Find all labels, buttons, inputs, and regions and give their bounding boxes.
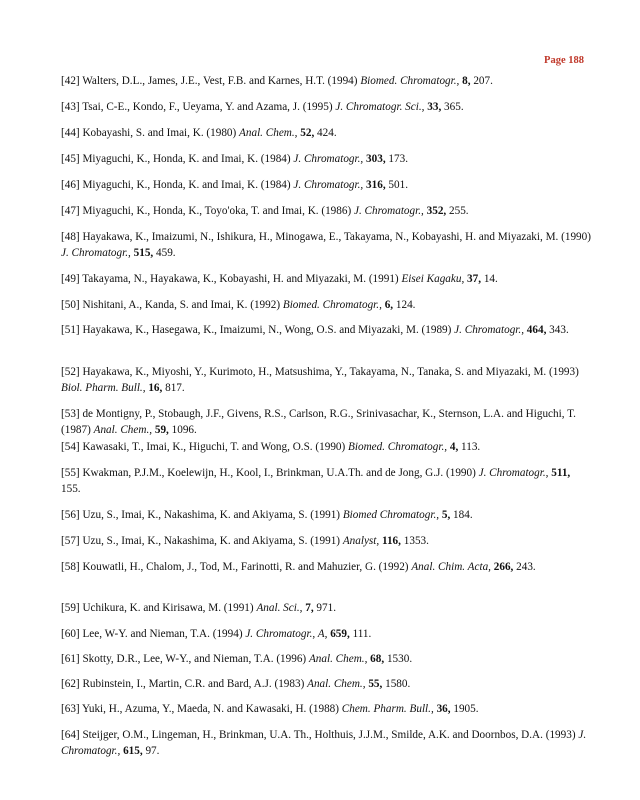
reference-item <box>61 323 591 339</box>
reference-number: [45] <box>61 153 80 165</box>
reference-journal: J. Chromatogr., <box>293 153 364 165</box>
reference-pages: 111. <box>352 628 372 640</box>
reference-item <box>61 74 591 90</box>
reference-pages: 365. <box>444 101 464 113</box>
reference-pages: 155. <box>61 482 81 495</box>
reference-volume: 316, <box>366 179 386 191</box>
reference-pages: 243. <box>516 561 536 573</box>
reference-pages: 14. <box>483 273 498 285</box>
reference-item <box>61 272 591 288</box>
reference-volume: 55, <box>368 678 383 690</box>
reference-volume: 5, <box>441 509 451 521</box>
reference-number: [61] <box>61 653 80 665</box>
reference-volume: 36, <box>436 703 451 715</box>
reference-volume: 266, <box>493 561 514 573</box>
reference-journal: J. Chromatogr., <box>293 179 364 191</box>
reference-item <box>61 534 591 550</box>
reference-pages: 501. <box>388 179 408 191</box>
reference-journal: J. Chromatogr., <box>454 324 524 336</box>
reference-authors: Uzu, S., Imai, K., Nakashima, K. and Akiyama, S. (1991) <box>82 509 341 521</box>
reference-number: [44] <box>61 127 80 139</box>
reference-item <box>61 126 591 142</box>
reference-authors: Miyaguchi, K., Honda, K. and Imai, K. (1984) <box>82 179 291 191</box>
reference-pages: 343. <box>549 324 569 336</box>
reference-pages: 971. <box>316 602 336 614</box>
reference-authors: Kwakman, P.J.M., Koelewijn, H., Kool, I., Brinkman, U.A.Th. and de Jong, G.J. (1990) <box>82 467 476 479</box>
reference-pages: 207. <box>473 75 493 87</box>
reference-item <box>61 178 591 194</box>
reference-authors: Skotty, D.R., Lee, W-Y., and Nieman, T.A. (1996) <box>82 653 307 665</box>
reference-pages: 255. <box>449 205 469 217</box>
reference-journal: J. Chromatogr., <box>354 205 424 217</box>
reference-number: [43] <box>61 101 80 113</box>
reference-pages: 173. <box>388 153 408 165</box>
page-number: Page 188 <box>544 55 584 66</box>
reference-volume: 6, <box>384 299 394 311</box>
reference-pages: 1530. <box>386 653 413 665</box>
reference-number: [53] <box>61 408 80 420</box>
reference-volume: 352, <box>426 205 447 217</box>
reference-number: [57] <box>61 535 80 547</box>
reference-number: [49] <box>61 273 80 285</box>
reference-pages: 459. <box>156 246 176 259</box>
reference-number: [55] <box>61 467 80 479</box>
reference-volume: 7, <box>305 602 314 614</box>
reference-item <box>61 627 591 643</box>
reference-volume: 68, <box>370 653 385 665</box>
reference-item <box>61 466 591 497</box>
reference-authors: Lee, W-Y. and Nieman, T.A. (1994) <box>82 628 243 640</box>
reference-pages: 1096. <box>171 423 197 436</box>
reference-journal: Anal. Chem., <box>307 678 366 690</box>
reference-authors: Tsai, C-E., Kondo, F., Ueyama, Y. and Azama, J. (1995) <box>82 101 333 113</box>
reference-item <box>61 204 591 220</box>
reference-item <box>61 728 591 759</box>
reference-volume: 464, <box>526 324 547 336</box>
reference-volume: 659, <box>330 628 350 640</box>
reference-authors: Miyaguchi, K., Honda, K., Toyo'oka, T. and Imai, K. (1986) <box>82 205 352 217</box>
reference-journal: Biomed Chromatogr., <box>342 509 440 521</box>
reference-item <box>61 298 591 314</box>
reference-number: [54] <box>61 441 80 453</box>
reference-volume: 615, <box>123 744 143 757</box>
reference-volume: 116, <box>381 535 401 547</box>
reference-number: [60] <box>61 628 80 640</box>
reference-authors: Hayakawa, K., Hasegawa, K., Imaizumi, N., Wong, O.S. and Miyazaki, M. (1989) <box>82 324 452 336</box>
reference-journal: Biomed. Chromatogr., <box>360 75 460 87</box>
reference-journal: Anal. Chem., <box>239 127 298 139</box>
reference-number: [48] <box>61 231 80 243</box>
reference-volume: 16, <box>148 381 163 394</box>
reference-volume: 4, <box>449 441 459 453</box>
reference-journal: Chem. Pharm. Bull., <box>341 703 434 715</box>
reference-pages: 1580. <box>385 678 411 690</box>
reference-number: [62] <box>61 678 80 690</box>
reference-pages: 1353. <box>403 535 429 547</box>
reference-pages: 184. <box>453 509 473 521</box>
reference-journal: Anal. Chem., <box>308 653 368 665</box>
reference-item <box>61 601 591 617</box>
reference-journal: J. Chromatogr., A, <box>245 628 328 640</box>
reference-journal: Eisei Kagaku, <box>401 273 465 285</box>
reference-number: [46] <box>61 179 80 191</box>
reference-journal: Biol. Pharm. Bull., <box>61 381 146 394</box>
reference-number: [42] <box>61 75 80 87</box>
reference-volume: 59, <box>154 423 169 436</box>
reference-authors: Uzu, S., Imai, K., Nakashima, K. and Akiyama, S. (1991) <box>82 535 341 547</box>
reference-authors: Takayama, N., Hayakawa, K., Kobayashi, H. and Miyazaki, M. (1991) <box>82 273 399 285</box>
reference-journal: Anal. Chem., <box>93 423 153 436</box>
reference-authors: Hayakawa, K., Miyoshi, Y., Kurimoto, H., Matsushima, Y., Takayama, N., Tanaka, S. and Miyazaki, M. (1993) <box>82 366 579 378</box>
reference-item <box>61 560 591 576</box>
reference-number: [56] <box>61 509 80 521</box>
reference-journal: Biomed. Chromatogr., <box>282 299 382 311</box>
reference-journal: J. Chromatogr., <box>61 246 131 259</box>
reference-number: [63] <box>61 703 80 715</box>
reference-item <box>61 440 591 456</box>
reference-pages: 97. <box>145 744 160 757</box>
reference-authors: Walters, D.L., James, J.E., Vest, F.B. and Karnes, H.T. (1994) <box>82 75 358 87</box>
reference-authors: Kouwatli, H., Chalom, J., Tod, M., Farinotti, R. and Mahuzier, G. (1992) <box>82 561 409 573</box>
reference-pages: 424. <box>317 127 337 139</box>
reference-number: [51] <box>61 324 80 336</box>
reference-volume: 37, <box>467 273 482 285</box>
reference-item <box>61 508 591 524</box>
reference-item <box>61 677 591 693</box>
reference-authors: Yuki, H., Azuma, Y., Maeda, N. and Kawasaki, H. (1988) <box>82 703 339 715</box>
reference-journal: Biomed. Chromatogr., <box>348 441 448 453</box>
reference-number: [64] <box>61 729 80 741</box>
reference-volume: 52, <box>300 127 315 139</box>
reference-pages: 1905. <box>453 703 479 715</box>
reference-authors: Rubinstein, I., Martin, C.R. and Bard, A.J. (1983) <box>82 678 305 690</box>
reference-pages: 817. <box>165 381 185 394</box>
reference-authors: Kawasaki, T., Imai, K., Higuchi, T. and Wong, O.S. (1990) <box>82 441 346 453</box>
reference-item <box>61 230 591 261</box>
reference-journal: Anal. Chim. Acta, <box>411 561 491 573</box>
reference-volume: 8, <box>462 75 471 87</box>
reference-journal: J. Chromatogr. Sci., <box>335 101 425 113</box>
reference-authors: Miyaguchi, K., Honda, K. and Imai, K. (1984) <box>82 153 291 165</box>
reference-volume: 303, <box>366 153 386 165</box>
reference-volume: 511, <box>551 467 571 479</box>
reference-journal: J. Chromatogr., <box>478 467 549 479</box>
reference-item <box>61 702 591 718</box>
reference-number: [58] <box>61 561 80 573</box>
reference-pages: 124. <box>395 299 416 311</box>
reference-pages: 113. <box>461 441 481 453</box>
reference-authors: Kobayashi, S. and Imai, K. (1980) <box>82 127 237 139</box>
reference-journal: J. Chromatogr., <box>61 729 587 757</box>
reference-journal: Anal. Sci., <box>256 602 303 614</box>
reference-item <box>61 407 591 438</box>
reference-item <box>61 100 591 116</box>
reference-authors: Nishitani, A., Kanda, S. and Imai, K. (1992) <box>82 299 281 311</box>
reference-volume: 33, <box>427 101 442 113</box>
reference-number: [59] <box>61 602 80 614</box>
reference-item <box>61 152 591 168</box>
reference-item <box>61 652 591 668</box>
reference-number: [50] <box>61 299 80 311</box>
reference-item <box>61 365 591 396</box>
reference-authors: Steijger, O.M., Lingeman, H., Brinkman, U.A. Th., Holthuis, J.J.M., Smilde, A.K. and Doornbos, D.A. (1993) <box>82 729 576 741</box>
reference-number: [47] <box>61 205 80 217</box>
reference-number: [52] <box>61 366 80 378</box>
reference-volume: 515, <box>133 246 154 259</box>
reference-journal: Analyst, <box>342 535 380 547</box>
reference-authors: Uchikura, K. and Kirisawa, M. (1991) <box>82 602 254 614</box>
reference-authors: Hayakawa, K., Imaizumi, N., Ishikura, H., Minogawa, E., Takayama, N., Kobayashi, H. and Miyazaki, M. (1990) <box>82 231 591 243</box>
reference-authors: de Montigny, P., Stobaugh, J.F., Givens, R.S., Carlson, R.G., Srinivasachar, K., Sternson, L.A. and Higuchi, T. (1987) <box>61 408 576 436</box>
